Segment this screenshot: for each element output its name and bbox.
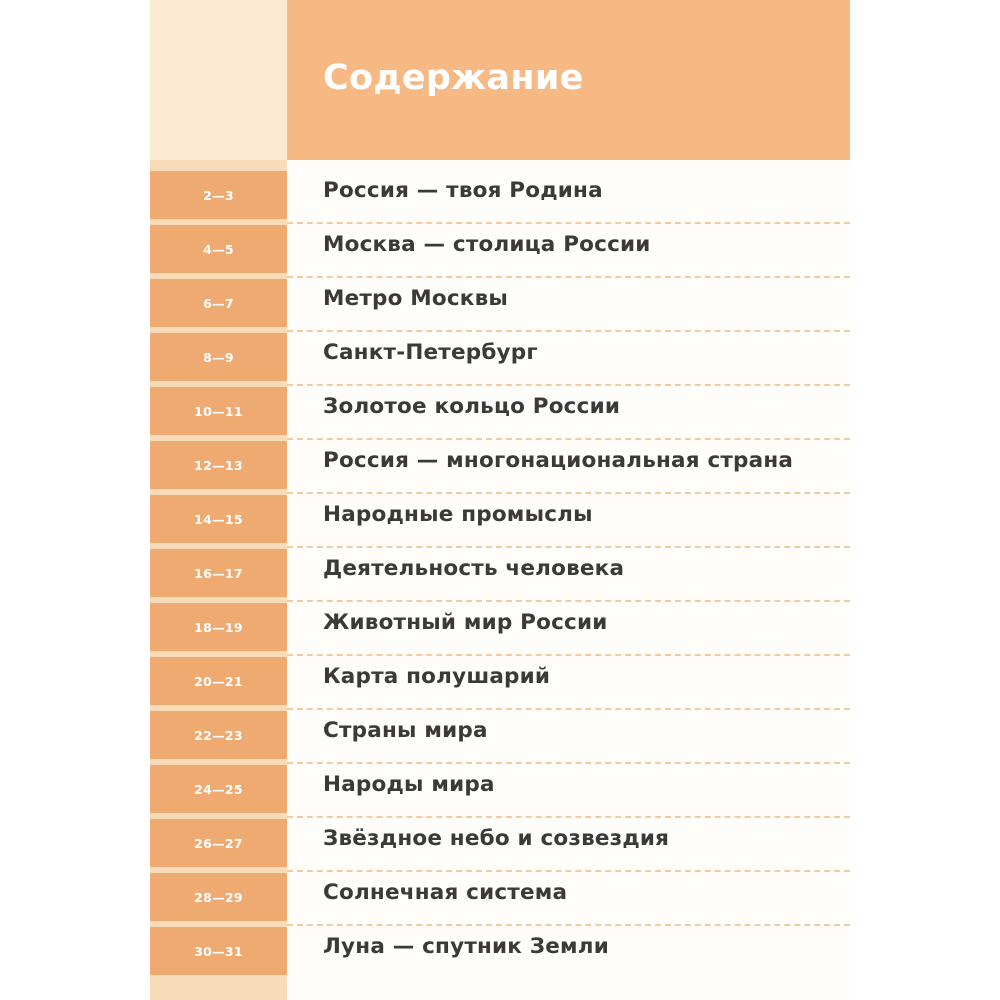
page-title: Содержание [323, 58, 584, 98]
toc-title[interactable]: Карта полушарий [323, 664, 551, 689]
book-page [150, 0, 850, 1000]
toc-title[interactable]: Животный мир России [323, 610, 608, 635]
toc-title[interactable]: Санкт-Петербург [323, 340, 538, 365]
toc-row[interactable] [150, 386, 850, 440]
toc-row[interactable] [150, 494, 850, 548]
toc-page-range: 4—5 [150, 225, 287, 275]
toc-title[interactable]: Луна — спутник Земли [323, 934, 610, 959]
table-of-contents [150, 170, 850, 980]
toc-title[interactable]: Метро Москвы [323, 286, 509, 311]
toc-title[interactable]: Народы мира [323, 772, 495, 797]
toc-row[interactable] [150, 548, 850, 602]
toc-page-range: 8—9 [150, 333, 287, 383]
toc-row[interactable] [150, 764, 850, 818]
toc-title[interactable]: Солнечная система [323, 880, 568, 905]
toc-title[interactable]: Деятельность человека [323, 556, 625, 581]
toc-row[interactable] [150, 872, 850, 926]
toc-title[interactable]: Москва — столица России [323, 232, 651, 257]
toc-row[interactable] [150, 926, 850, 980]
toc-page-range: 6—7 [150, 279, 287, 329]
toc-page-range: 10—11 [150, 387, 287, 437]
left-top-block [150, 0, 287, 160]
toc-row[interactable] [150, 602, 850, 656]
toc-title[interactable]: Золотое кольцо России [323, 394, 621, 419]
toc-page-range: 24—25 [150, 765, 287, 815]
toc-title[interactable]: Россия — многонациональная страна [323, 448, 794, 473]
toc-page-range: 26—27 [150, 819, 287, 869]
toc-page-range: 18—19 [150, 603, 287, 653]
toc-page-range: 30—31 [150, 927, 287, 977]
toc-page-range: 20—21 [150, 657, 287, 707]
toc-row[interactable] [150, 224, 850, 278]
toc-title[interactable]: Страны мира [323, 718, 488, 743]
toc-row[interactable] [150, 656, 850, 710]
toc-row[interactable] [150, 710, 850, 764]
toc-page-range: 16—17 [150, 549, 287, 599]
toc-title[interactable]: Звёздное небо и созвездия [323, 826, 670, 851]
toc-title[interactable]: Народные промыслы [323, 502, 593, 527]
toc-row[interactable] [150, 278, 850, 332]
toc-row[interactable] [150, 440, 850, 494]
toc-page-range: 14—15 [150, 495, 287, 545]
toc-page-range: 12—13 [150, 441, 287, 491]
toc-page-range: 28—29 [150, 873, 287, 923]
toc-page-range: 22—23 [150, 711, 287, 761]
toc-row[interactable] [150, 170, 850, 224]
toc-title[interactable]: Россия — твоя Родина [323, 178, 603, 203]
toc-row[interactable] [150, 332, 850, 386]
toc-row[interactable] [150, 818, 850, 872]
toc-page-range: 2—3 [150, 171, 287, 221]
